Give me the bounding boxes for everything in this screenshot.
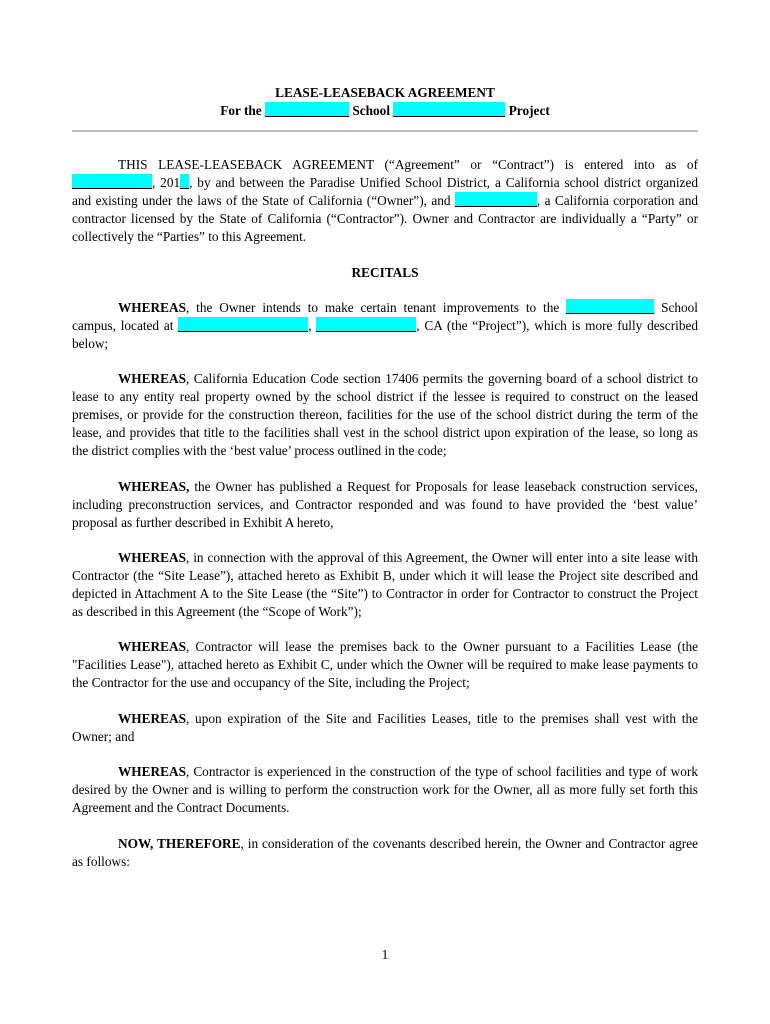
- project-label: Project: [508, 103, 550, 118]
- date-field[interactable]: [72, 174, 152, 189]
- school-campus-field[interactable]: [566, 299, 654, 314]
- whereas-text: , Contractor will lease the premises back to the Owner pursuant to a Facilities Lease (the "Facilities Lease"), attached hereto as Exhibit C, under which the Owner will be required to make lease payments to the Contractor for the use and occupancy of the Site, including the Project;: [72, 639, 698, 690]
- intro-paragraph: [72, 156, 698, 246]
- whereas-text: , the Owner intends to make certain tenant improvements to the: [185, 300, 560, 315]
- whereas-text: , CA (the “Project”), which is more fully described below;: [72, 317, 699, 351]
- recitals-heading: RECITALS: [351, 265, 419, 280]
- for-label: For the: [220, 103, 262, 118]
- whereas-text: School campus, located at: [72, 300, 698, 333]
- intro-text-3: , by and between the Paradise Unified School District, a California school district organized and existing under the laws of the State of California (“Owner”), and: [72, 174, 698, 208]
- whereas-label: WHEREAS: [118, 371, 186, 386]
- contractor-name-field[interactable]: [455, 192, 537, 207]
- whereas-paragraph-7: [72, 763, 698, 817]
- whereas-label: WHEREAS: [118, 639, 186, 654]
- whereas-paragraph-3: [72, 478, 698, 532]
- document-title: LEASE-LEASEBACK AGREEMENT: [275, 85, 495, 100]
- whereas-label: WHEREAS: [118, 711, 186, 726]
- whereas-text: the Owner has published a Request for Proposals for lease leaseback construction services, including preconstruction services, and Contractor responded and was found to have provided the ‘best value’ proposal as further described in Exhibit A hereto,: [72, 479, 698, 530]
- whereas-label: WHEREAS: [118, 550, 186, 565]
- project-name-field[interactable]: [393, 102, 505, 117]
- whereas-paragraph-1: [72, 299, 698, 353]
- whereas-text: , Contractor is experienced in the construction of the type of school facilities and type of work desired by the Owner and is willing to perform the construction work for the Owner, all as more fully set forth this Agreement and the Contract Documents.: [72, 764, 698, 815]
- now-therefore-paragraph: [72, 835, 698, 871]
- now-therefore-text: , in consideration of the covenants described herein, the Owner and Contractor agree as follows:: [72, 836, 698, 869]
- whereas-paragraph-4: [72, 549, 698, 621]
- intro-text-4: , a California corporation and contractor licensed by the State of California (“Contractor”). Owner and Contractor are individually a “Party” or collectively the “Parties” to this Agreement.: [72, 192, 698, 244]
- whereas-text: , California Education Code section 17406 permits the governing board of a school district to lease to any entity real property owned by the school district if the lessee is required to construct on the leased premises, or provide for the construction thereon, facilities for the use of the school district during the term of the lease, and provides that title to the facilities shall vest in the school district upon expiration of the lease, so long as the district complies with the ‘best value’ process outlined in the code;: [72, 371, 698, 458]
- intro-text-1: THIS LEASE-LEASEBACK AGREEMENT (“Agreement” or “Contract”) is entered into as of: [118, 157, 698, 172]
- document-subtitle: [0, 102, 770, 120]
- whereas-text: ,: [308, 317, 312, 333]
- whereas-paragraph-5: [72, 638, 698, 692]
- header-divider: [72, 130, 698, 132]
- whereas-paragraph-2: [72, 370, 698, 460]
- whereas-label: WHEREAS: [118, 764, 186, 779]
- school-name-field[interactable]: [265, 102, 349, 117]
- intro-text-2: , 201: [152, 174, 181, 190]
- whereas-label: WHEREAS,: [118, 479, 190, 494]
- whereas-label: WHEREAS: [118, 300, 186, 315]
- page-number: 1: [381, 947, 389, 962]
- whereas-text: , in connection with the approval of this Agreement, the Owner will enter into a site lease with Contractor (the “Site Lease”), attached hereto as Exhibit B, under which it will lease the Project site described and depicted in Attachment A to the Site Lease (the “Site”) to Contractor in order for Contractor to construct the Project as described in this Agreement (the “Scope of Work”);: [72, 550, 698, 619]
- whereas-text: , upon expiration of the Site and Facilities Leases, title to the premises shall vest with the Owner; and: [72, 711, 698, 744]
- campus-address-field[interactable]: [178, 317, 308, 332]
- campus-city-field[interactable]: [316, 317, 416, 332]
- year-field[interactable]: [180, 174, 189, 189]
- now-therefore-label: NOW, THEREFORE: [118, 836, 241, 851]
- school-label: School: [352, 103, 391, 118]
- whereas-paragraph-6: [72, 710, 698, 746]
